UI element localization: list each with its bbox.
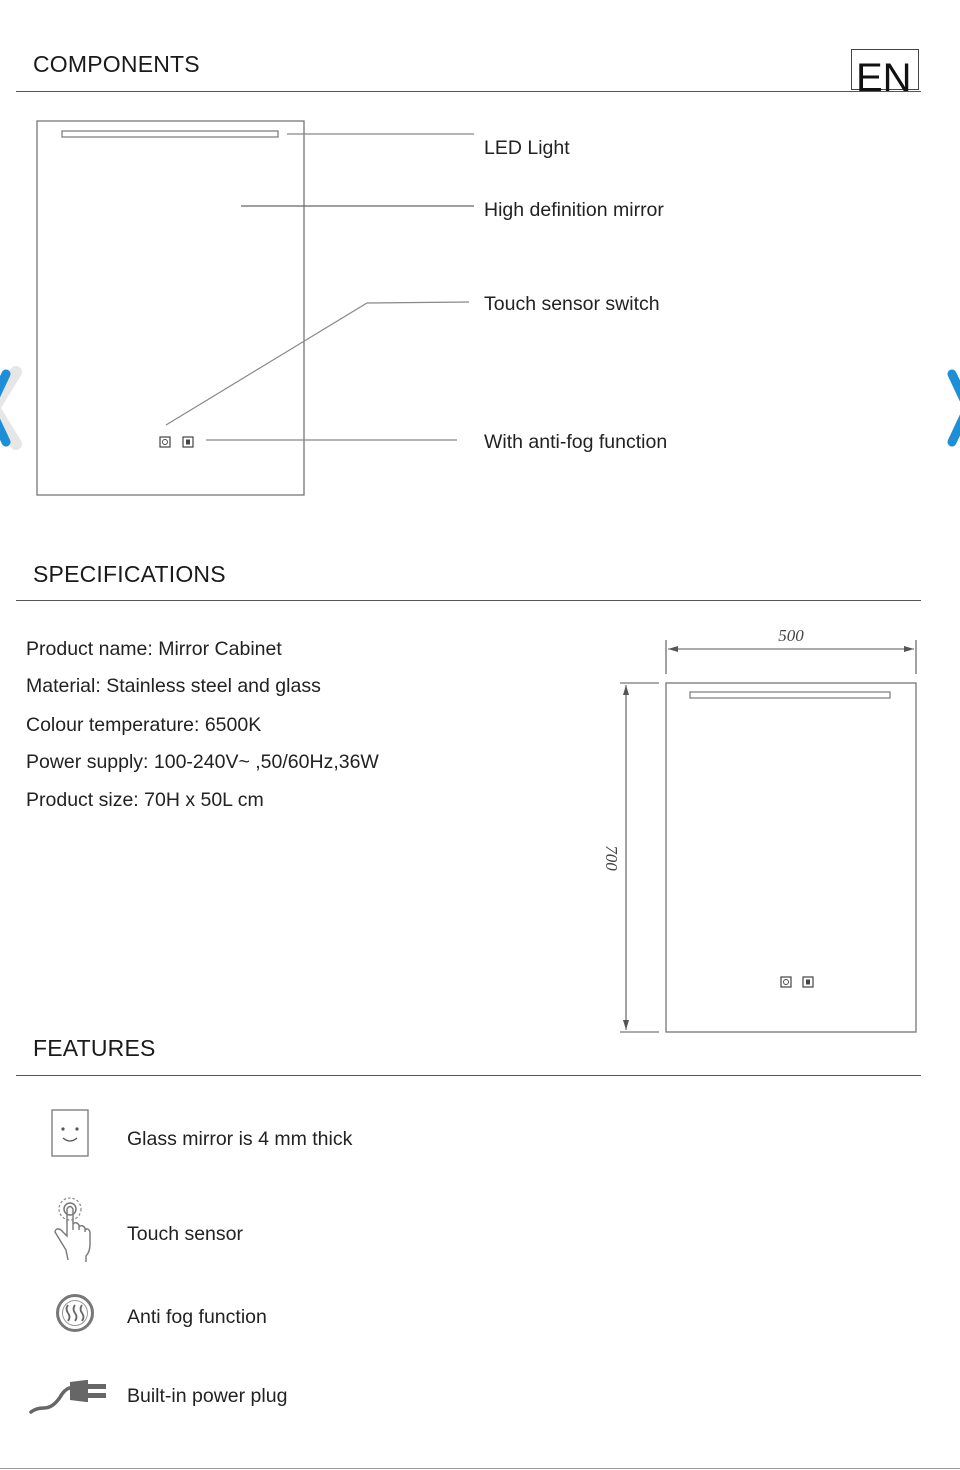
power-plug-icon bbox=[28, 1372, 110, 1417]
spec-product-name: Product name: Mirror Cabinet bbox=[26, 638, 282, 660]
callout-hd-mirror: High definition mirror bbox=[484, 199, 664, 221]
spec-power-supply: Power supply: 100-240V~ ,50/60Hz,36W bbox=[26, 751, 379, 773]
callout-led-light: LED Light bbox=[484, 137, 570, 159]
feature-anti-fog: Anti fog function bbox=[127, 1306, 267, 1328]
feature-touch-sensor: Touch sensor bbox=[127, 1223, 243, 1245]
bottom-divider bbox=[0, 1468, 960, 1469]
spec-material: Material: Stainless steel and glass bbox=[26, 675, 321, 697]
dimension-width-label: 500 bbox=[778, 626, 804, 645]
features-divider bbox=[16, 1075, 921, 1076]
touch-hand-icon bbox=[48, 1192, 98, 1264]
specifications-title: SPECIFICATIONS bbox=[33, 561, 226, 587]
language-label: EN bbox=[856, 56, 912, 100]
components-title: COMPONENTS bbox=[33, 51, 200, 77]
callout-anti-fog: With anti-fog function bbox=[484, 431, 668, 453]
spec-product-size: Product size: 70H x 50L cm bbox=[26, 789, 264, 811]
dimension-height-label: 700 bbox=[602, 845, 621, 871]
feature-glass-thickness: Glass mirror is 4 mm thick bbox=[127, 1128, 353, 1150]
dimension-led-bar bbox=[690, 692, 890, 698]
spec-colour-temperature: Colour temperature: 6500K bbox=[26, 714, 262, 736]
anti-fog-icon bbox=[55, 1293, 95, 1333]
features-title: FEATURES bbox=[33, 1035, 156, 1061]
callout-touch-switch: Touch sensor switch bbox=[484, 293, 660, 315]
mirror-face-icon bbox=[50, 1108, 90, 1158]
feature-power-plug: Built-in power plug bbox=[127, 1385, 288, 1407]
